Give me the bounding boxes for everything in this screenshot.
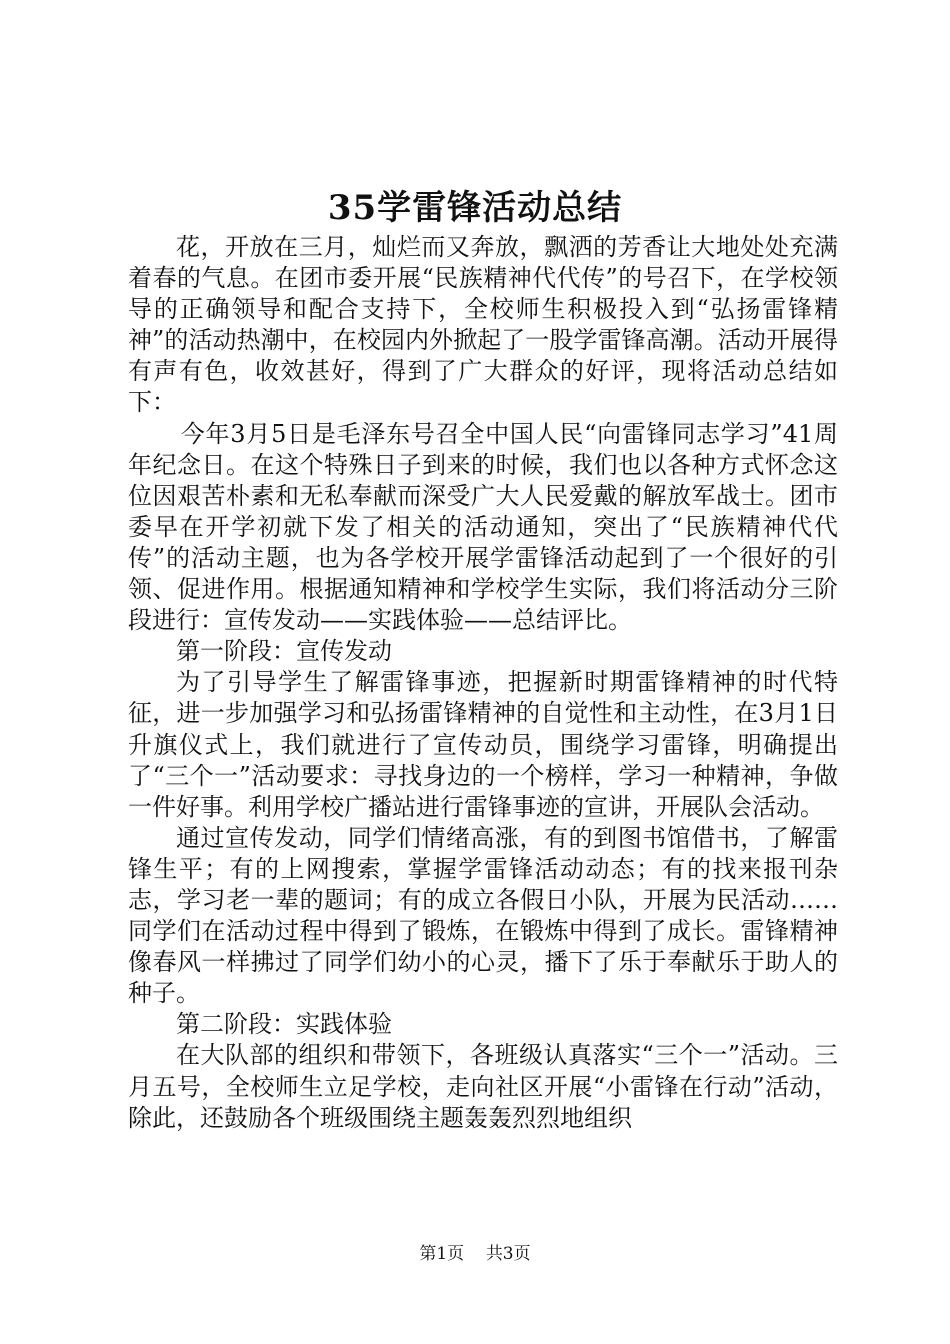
page-number: 第1页 (419, 1244, 465, 1264)
paragraph-intro: 花，开放在三月，灿烂而又奔放，飘洒的芳香让大地处处充满着春的气息。在团市委开展“民族精神代代传”的号召下，在学校领导的正确领导和配合支持下，全校师生积极投入到“弘扬雷锋精神”的活动热潮中，在校园内外掀起了一股学雷锋高潮。活动开展得有声有色，收效甚好，得到了广大群众的好评，现将活动总结如下： (128, 233, 838, 417)
page-total: 共3页 (485, 1244, 531, 1264)
paragraph-background: 今年3月5日是毛泽东号召全中国人民“向雷锋同志学习”41周年纪念日。在这个特殊日子到来的时候，我们也以各种方式怀念这位因艰苦朴素和无私奉献而深受广大人民爱戴的解放军战士。团市委早在开学初就下发了相关的活动通知，突出了“民族精神代代传”的活动主题，也为各学校开展学雷锋活动起到了一个很好的引领、促进作用。根据通知精神和学校学生实际，我们将活动分三阶段进行：宣传发动——实践体验——总结评比。 (128, 419, 838, 635)
footer-gap (470, 1243, 481, 1265)
section-heading-stage-one: 第一阶段：宣传发动 (176, 637, 392, 666)
page-footer (0, 1243, 950, 1265)
document-body (128, 232, 838, 1134)
paragraph-stage-one-results: 通过宣传发动，同学们情绪高涨，有的到图书馆借书，了解雷锋生平；有的上网搜索，掌握学雷锋活动动态；有的找来报刊杂志，学习老一辈的题词；有的成立各假日小队，开展为民活动……同学们在活动过程中得到了锻炼，在锻炼中得到了成长。雷锋精神像春风一样拂过了同学们幼小的心灵，播下了乐于奉献乐于助人的种子。 (128, 823, 838, 1008)
paragraph-stage-two: 在大队部的组织和带领下，各班级认真落实“三个一”活动。三月五号，全校师生立足学校，走向社区开展“小雷锋在行动”活动，除此，还鼓励各个班级围绕主题轰轰烈烈地组织 (128, 1041, 838, 1132)
document-title: 35学雷锋活动总结 (327, 188, 623, 228)
section-heading-stage-two: 第二阶段：实践体验 (176, 1010, 392, 1039)
paragraph-stage-one: 为了引导学生了解雷锋事迹，把握新时期雷锋精神的时代特征，进一步加强学习和弘扬雷锋精神的自觉性和主动性，在3月1日升旗仪式上，我们就进行了宣传动员，围绕学习雷锋，明确提出了“三个一”活动要求：寻找身边的一个榜样，学习一种精神，争做一件好事。利用学校广播站进行雷锋事迹的宣讲，开展队会活动。 (128, 668, 838, 821)
